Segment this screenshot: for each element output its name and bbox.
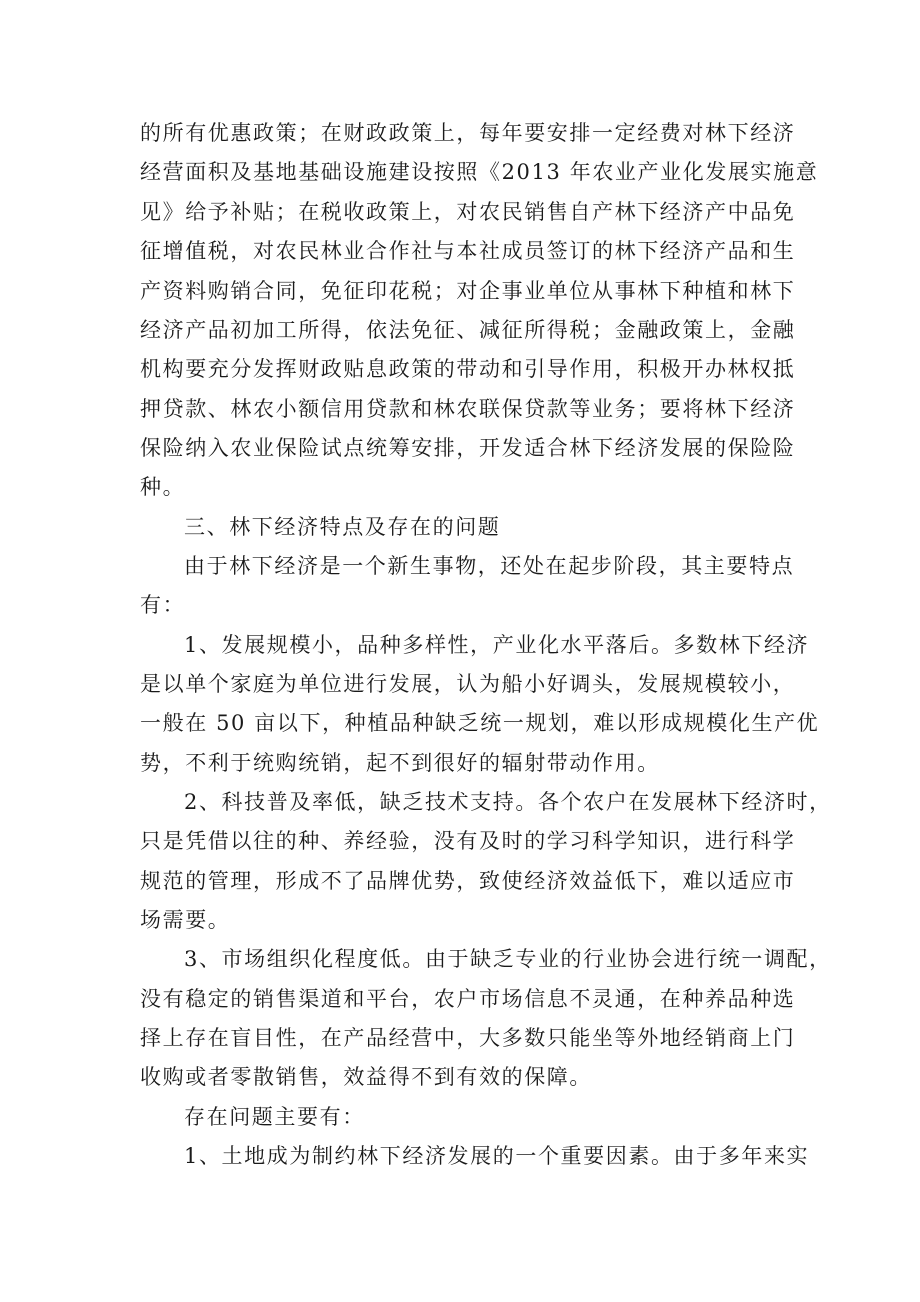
text-line: 有： <box>140 593 186 617</box>
text-line: 押贷款、林农小额信用贷款和林农联保贷款等业务；要将林下经济 <box>140 397 796 421</box>
text-line: 产资料购销合同，免征印花税；对企事业单位从事林下种植和林下 <box>140 279 796 303</box>
text-line: 场需要。 <box>140 908 231 932</box>
text-line: 由于林下经济是一个新生事物，还处在起步阶段，其主要特点 <box>184 554 795 578</box>
text-line: 征增值税，对农民林业合作社与本社成员签订的林下经济产品和生 <box>140 239 796 263</box>
text-line: 存在问题主要有： <box>184 1105 365 1129</box>
text-line: 1、土地成为制约林下经济发展的一个重要因素。由于多年来实 <box>184 1144 810 1168</box>
text-line: 经营面积及基地基础设施建设按照《2013 年农业产业化发展实施意 <box>140 160 819 184</box>
text-line: 2、科技普及率低，缺乏技术支持。各个农户在发展林下经济时， <box>184 790 832 814</box>
text-line: 只是凭借以往的种、养经验，没有及时的学习科学知识，进行科学 <box>140 829 796 853</box>
text-line: 势，不利于统购统销，起不到很好的辐射带动作用。 <box>140 751 660 775</box>
text-line: 的所有优惠政策；在财政政策上，每年要安排一定经费对林下经济 <box>140 121 796 145</box>
text-line: 是以单个家庭为单位进行发展，认为船小好调头，发展规模较小， <box>140 672 796 696</box>
text-line: 机构要充分发挥财政贴息政策的带动和引导作用，积极开办林权抵 <box>140 357 796 381</box>
text-line: 3、市场组织化程度低。由于缺乏专业的行业协会进行统一调配， <box>184 947 832 971</box>
text-line: 种。 <box>140 475 186 499</box>
text-line: 1、发展规模小，品种多样性，产业化水平落后。多数林下经济 <box>184 633 810 657</box>
text-line: 一般在 50 亩以下，种植品种缺乏统一规划，难以形成规模化生产优 <box>140 711 820 735</box>
text-line: 收购或者零散销售，效益得不到有效的保障。 <box>140 1065 592 1089</box>
text-line: 保险纳入农业保险试点统筹安排，开发适合林下经济发展的保险险 <box>140 436 796 460</box>
text-line: 没有稳定的销售渠道和平台，农户市场信息不灵通，在种养品种选 <box>140 987 796 1011</box>
text-line: 见》给予补贴；在税收政策上，对农民销售自产林下经济产中品免 <box>140 200 796 224</box>
text-line: 择上存在盲目性，在产品经营中，大多数只能坐等外地经销商上门 <box>140 1026 796 1050</box>
text-line: 规范的管理，形成不了品牌优势，致使经济效益低下，难以适应市 <box>140 869 796 893</box>
section-heading: 三、林下经济特点及存在的问题 <box>184 515 501 539</box>
text-line: 经济产品初加工所得，依法免征、减征所得税；金融政策上，金融 <box>140 318 796 342</box>
